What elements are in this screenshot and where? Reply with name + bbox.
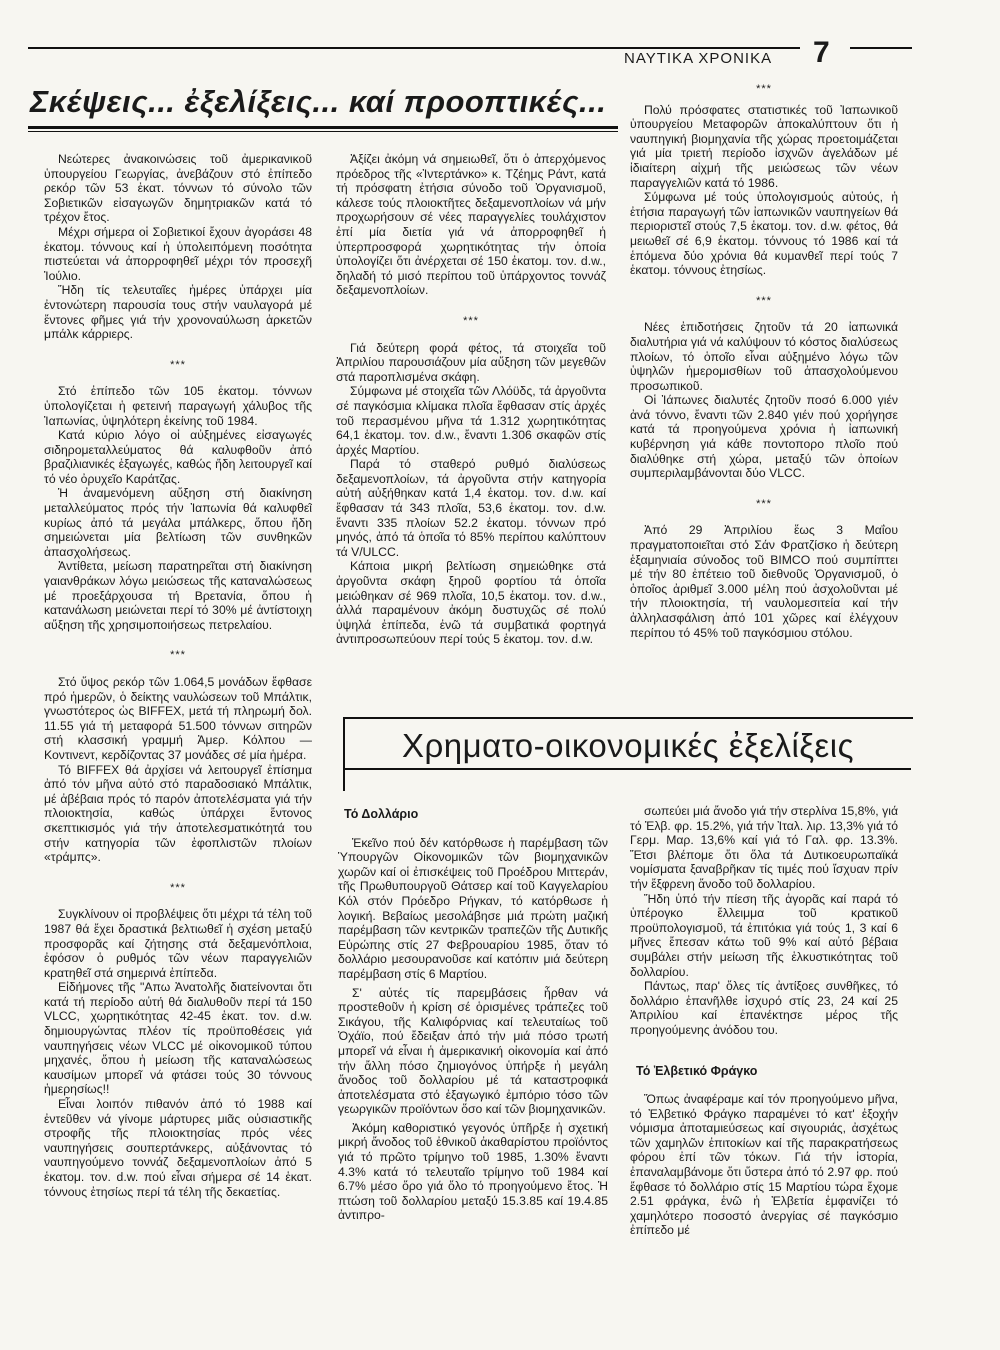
page-number: 7 [813, 36, 830, 69]
article1-headline: Σκέψεις... ἐξελίξεις... καί προοπτικές... [30, 84, 607, 119]
header-rule [28, 47, 800, 49]
paragraph: Εἰδήμονες τῆς "Απω Ἀνατολῆς διατείνονται ὅτι κατά τή περίοδο αὐτή θά διαλυθοῦν περί τά 150 VLCC, χωρητικότητας 42-45 ἑκατ. τον. d.w. δημιουργώντας πλέον τίς προϋποθέσεις γιά ναυπηγήσεις νέων VLCC μέ οἰκονομικοῦ τύπου μηχανές, ὅπου ἡ μείωση τῆς καταναλώσεως καυσίμων μπορεῖ νά φτάσει τούς 30 τόννους ἡμερησίως!! [44, 980, 312, 1097]
paragraph: Στό ὕψος ρεκόρ τῶν 1.064,5 μονάδων ἔφθασε πρό ἡμερῶν, ὁ δείκτης ναυλώσεων τοῦ Μπάλτικ, γνωστότερος ὡς BIFFEX, μετά τή πληρωμή δολ. 11.55 γιά τή μεταφορά 51.500 τόννων σιτηρῶν στή κλασσική γραμμή Ἀμερ. Κόλπου — Κοντινεντ, κερδίζοντας 37 μονάδες σέ μία ἡμέρα. [44, 675, 312, 762]
paragraph: Οἱ Ἰάπωνες διαλυτές ζητοῦν ποσό 6.000 γιέν ἀνά τόννο, ἔναντι τῶν 2.840 γιέν πού χορήγησε κατά τά προηγούμενα χρόνια ἡ ἰαπωνική κυβέρνηση γιά κάθε ποντοπορο πλοῖο πού διαλύθηκε στή χώρα, μεταξύ τῶν ὁποίων συμπεριλαμβάνονται δύο VLCC. [630, 393, 898, 481]
paragraph: Ἤδη ὑπό τήν πίεση τῆς ἀγορᾶς καί παρά τό ὑπέρογκο ἔλλειμμα τοῦ κρατικοῦ προϋπολογισμοῦ, τά ἐπιτόκια γιά τούς 1, 3 καί 6 μῆνες ἔπεσαν κάτω τοῦ 9% καί αὐτό βέβαια συμβάλει στήν μείωση τῆς ἑλκυστικότητας τοῦ δολλαρίου. [630, 891, 898, 979]
journal-name: ΝΑΥΤΙΚΑ ΧΡΟΝΙΚΑ [624, 50, 773, 67]
paragraph: Ἤδη τίς τελευταῖες ἡμέρες ὑπάρχει μία ἐντονώτερη παρουσία τους στήν ναυλαγορά μέ ἔντονες φῆμες γιά τήν χρονοναύλωση ἀρκετῶν μπάλκ κάρριερς. [44, 283, 312, 342]
header-rule-right [850, 47, 912, 49]
paragraph: Τό BIFFEX θά ἀρχίσει νά λειτουργεῖ ἐπίσημα ἀπό τόν μῆνα αὐτό στό παραδοσιακό Μπάλτικ, μέ ἀβέβαια πρός τό παρόν ἀποτελέσματα γιά τήν πλοιοκτησία, καθώς ὑπάρχει ἔντονος σκεπτικισμός γιά τήν ἀποτελεσματικότητά του στήν κατηγορία τῶν ἐφοπλιστῶν πλοίων «τράμπς». [44, 762, 312, 865]
paragraph: Ἀκόμη καθοριστικό γεγονός ὑπῆρξε ἡ σχετική μικρή ἄνοδος τοῦ ἐθνικοῦ ἀκαθαρίστου προϊόντος γιά τό πρῶτο τρίμηνο τοῦ 1985, 1.30% ἔναντι 4.3% κατά τό τελευταῖο τρίμηνο τοῦ 1984 καί 6.7% μέσο ὅρο γιά ὅλο τό προηγούμενο ἔτος. Ἡ πτώση τοῦ δολλαρίου μεταξύ 15.3.85 καί 19.4.85 ἀντιπρο- [338, 1120, 608, 1223]
paragraph: Ἐκεῖνο πού δέν κατόρθωσε ἡ παρέμβαση τῶν Ὑπουργῶν Οἰκονομικῶν τῶν βιομηχανικῶν χωρῶν καί οἱ ἐπισκέψεις τοῦ Προέδρου Μιττεράν, τῆς Πρωθυπουργοῦ Θάτσερ καί τοῦ Καγγελαρίου Κόλ στόν Πρόεδρο Ρήγκαν, τό κατόρθωσε ἡ λογική. Βεβαίως μεσολάβησε μιά πρώτη μαζική παρέμβαση τῶν κεντρικῶν τραπεζῶν τῆς Δυτικῆς Εὐρώπης στίς 27 Φεβρουαρίου 1985, ὅταν τό δολλάριο μεσουρανοῦσε καί κατόπιν μιά δεύτερη παρέμβαση στίς 6 Μαρτίου. [338, 835, 608, 981]
paragraph: Στό ἐπίπεδο τῶν 105 ἑκατομ. τόννων ὑπολογίζεται ἡ φετεινή παραγωγή χάλυβος τῆς Ἰαπωνίας, ὑψηλότερη ἐκείνης τοῦ 1984. [44, 384, 312, 428]
paragraph: Μέχρι σήμερα οἱ Σοβιετικοί ἔχουν ἀγοράσει 48 ἑκατομ. τόννους καί ἡ ὑπολειπόμενη ποσότητα πιστεύεται νά ἀπορροφηθεῖ μέχρι τόν προσεχῆ Ἰούλιο. [44, 224, 312, 283]
section-title-dollar: Τό Δολλάριο [344, 807, 419, 821]
paragraph: Ἀπό 29 Ἀπριλίου ἕως 3 Μαΐου πραγματοποιεῖται στό Σάν Φρατζίσκο ἡ δεύτερη ἑξαμηνιαία σύνοδος τοῦ BIMCO πού συμπίπτει μέ τήν 80 ἐπέτειο τοῦ διεθνοῦς Ὀργανισμοῦ, ὁ ὁποῖος ἀριθμεῖ 3.000 μέλη πού ἀσχολοῦνται μέ τήν πλοιοκτησία, τή ναυλομεσιτεία καί τήν ἀλληλασφάλιση ἀπό 101 χῶρες καί ἐλέγχουν περίπου τό 45% τοῦ παγκόσμιου στόλου. [630, 523, 898, 640]
separator: *** [170, 881, 186, 894]
headline-rule-thin [28, 131, 618, 132]
paragraph: Συγκλίνουν οἱ προβλέψεις ὅτι μέχρι τά τέλη τοῦ 1987 θά ἔχει δραστικά βελτιωθεῖ ἡ σχέση μεταξύ προσφορᾶς καί ζήτησης στά δεξαμενόπλοια, ἐφόσον ὁ ρυθμός τῶν νέων παραγγελιῶν κρατηθεῖ στά σημερινά ἐπίπεδα. [44, 907, 312, 980]
paragraph: Πολύ πρόσφατες στατιστικές τοῦ Ἰαπωνικοῦ ὑπουργείου Μεταφορῶν ἀποκαλύπτουν ὅτι ἡ ναυπηγική βιομηχανία τῆς χώρας προετοιμάζεται γιά μία τριετή περίοδο ἰσχνῶν ἀγελάδων μέ ἰδιαίτερη αἰχμή τῆς μειώσεως τῶν νέων παραγγελιῶν κατά τό 1986. [630, 102, 898, 190]
separator: *** [170, 358, 186, 371]
separator: *** [170, 649, 186, 662]
separator: *** [756, 294, 772, 307]
article1-column-1 [44, 152, 312, 1292]
paragraph: Κάποια μικρή βελτίωση σημειώθηκε στά ἀργοῦντα σκάφη ξηροῦ φορτίου τά ὁποῖα μειώθηκαν σέ 969 πλοῖα, 10,5 ἑκατομ. τον. d.w., ἀλλά παραμένουν ἀκόμη δυστυχῶς σέ πολύ ὑψηλά ἐπίπεδα, ἐνῶ τά συμβατικά φορτηγά ἀντιπροσωπεύουν περί τούς 5 ἑκατομ. τον. d.w. [336, 559, 606, 647]
paragraph: Ἀντίθετα, μείωση παρατηρεῖται στή διακίνηση γαιανθράκων λόγω μειώσεως τῆς καταναλώσεως μέ προεξάρχουσα τή Βρετανία, ὅπου ἡ κατανάλωση μειώνεται περί τό 30% μέ ἀντίστοιχη αὔξηση τῆς χρησιμοποιήσεως πετρελαίου. [44, 559, 312, 632]
paragraph: Σύμφωνα μέ τούς ὑπολογισμούς αὐτούς, ἡ ἐτήσια παραγωγή τῶν ἰαπωνικῶν ναυπηγείων θά περιοριστεῖ στούς 7,5 ἑκατομ. τον. d.w. φέτος, θά μειωθεῖ σέ 6,9 ἑκατομ. τόννους τό 1986 καί τά ἑπόμενα δύο χρόνια θά κυμανθεῖ περί τούς 7 ἑκατομ. τόννους ἐτησίως. [630, 190, 898, 278]
separator: *** [756, 497, 772, 510]
article1-column-3 [630, 82, 898, 708]
paragraph: Ἡ ἀναμενόμενη αὔξηση στή διακίνηση μεταλλεύματος πρός τήν Ἰαπωνία θά καλυφθεῖ κυρίως ἀπό τά μεγάλα μπάλκερς, ὅπου ἤδη σημειώνεται μία βελτίωση τῶν συνθηκῶν ἀπασχολήσεως. [44, 486, 312, 559]
paragraph: Ἀξίζει ἀκόμη νά σημειωθεῖ, ὅτι ὁ ἀπερχόμενος πρόεδρος τῆς «Ἰντερτάνκο» κ. Τζέημς Ράντ, κατά τή πρόσφατη ἐτήσια σύνοδο τοῦ Ὀργανισμοῦ, κάλεσε τούς πλοιοκτῆτες δεξαμενοπλοίων νά μήν προχωρήσουν σέ νέες παραγγελίες τουλάχιστον ἐπί μία διετία γιά νά ἀπορροφηθεῖ ἡ ὑπερπροσφορά χωρητικότητας τήν ὁποία ὑπολογίζει ὅτι ἀνέρχεται σέ 150 ἑκατομ. τον. d.w., δηλαδή τό μισό περίπου τοῦ ὑπάρχοντος τοννάζ δεξαμενοπλοίων. [336, 152, 606, 298]
paragraph: Σύμφωνα μέ στοιχεῖα τῶν Λλόϋδς, τά ἀργοῦντα σέ παγκόσμια κλίμακα πλοῖα ἔφθασαν στίς ἀρχές τοῦ περασμένου μῆνα τά 1.312 χωρητικότητας 64,1 ἑκατομ. τον. d.w., ἔναντι 1.306 σκαφῶν στίς ἀρχές Μαρτίου. [336, 384, 606, 457]
paragraph: Γιά δεύτερη φορά φέτος, τά στοιχεῖα τοῦ Ἀπριλίου παρουσιάζουν μία αὔξηση τῶν μεγεθῶν στά παροπλισμένα σκάφη. [336, 340, 606, 384]
paragraph: Ὅπως ἀναφέραμε καί τόν προηγούμενο μῆνα, τό Ἐλβετικό Φράγκο παραμένει τό κατ' ἐξοχήν νόμισμα ἀποταμιεύσεως καί σιγουριάς, ἀσχέτως τῶν χαμηλῶν ἐπιτοκίων καί τῆς παρακρατήσεως φόρου ἐπί τῶν τόκων. Γιά τήν ἱστορία, ἐπαναλαμβάνομε ὅτι ὕστερα ἀπό τό 2.97 φρ. πού ἔφθασε τό δολλάριο στίς 15 Μαρτίου τώρα ἔχομε 2.51 φράγκα, ἐνῶ ἡ Ἐλβετία ἐμφανίζει τό χαμηλότερο ποσοστό ἀνεργίας σέ παγκόσμιο ἐπίπεδο μέ [630, 1092, 898, 1238]
article2-headline: Χρηματο-οικονομικές ἐξελίξεις [402, 727, 855, 764]
separator: *** [463, 314, 479, 327]
paragraph: Παρά τό σταθερό ρυθμό διαλύσεως δεξαμενοπλοίων, τά ἀργοῦντα στήν κατηγορία αὐτή αὐξήθηκαν κατά 1,4 ἑκατομ. τον. d.w. καί ἔφθασαν τά 343 πλοῖα, 53,6 ἑκατομ. τον. d.w. ἔναντι 335 πλοίων 52.2 ἑκατομ. τόννων πρό μηνός, ἀπό τά ὁποῖα τό 85% περίπου καλύπτουν τά V/ULCC. [336, 457, 606, 559]
article2-column-1 [338, 801, 608, 1291]
article1-column-2 [336, 152, 606, 708]
paragraph: Νέες ἐπιδοτήσεις ζητοῦν τά 20 ἰαπωνικά διαλυτήρια γιά νά καλύψουν τό κόστος διαλύσεως πλοίων, τό ὁποῖο εἶναι αὐξημένο λόγω τῶν ὑψηλῶν ἡμερομισθίων τοῦ ἀπασχολούμενου προσωπικοῦ. [630, 320, 898, 393]
headline-rule [28, 126, 618, 129]
paragraph: Σ' αὐτές τίς παρεμβάσεις ἦρθαν νά προστεθοῦν ἡ κρίση σέ ὁρισμένες τράπεζες τοῦ Σικάγου, τῆς Καλιφόρνιας καί τελευταίως τοῦ Ὀχάϊο, πού ἔδειξαν ἀπό τήν μιά πόσο τρωτή μπορεῖ νά εἶναι ἡ ἀμερικανική οἰκονομία καί ἀπό τήν ἄλλη πόσο ζημιογόνος ὑπήρξε ἡ μεγάλη ἄνοδος τοῦ δολλαρίου μέ τά καταστροφικά ἀποτελέσματα στό ἐξαγωγικό ἐμπόριο τόσο τῶν γεωργικῶν προϊόντων ὅσο καί τῶν βιομηχανικῶν. [338, 985, 608, 1117]
paragraph: Κατά κύριο λόγο οἱ αὐξημένες εἰσαγωγές σιδηρομεταλλεύματος θά καλυφθοῦν ἀπό βραζιλιανικές ἐξαγωγές, καθώς ἤδη λειτουργεῖ καί τό νέο ὀρυχεῖο Καράτζας. [44, 428, 312, 486]
section-title-swiss-franc: Τό Ἐλβετικό Φράγκο [636, 1063, 758, 1078]
article2-title-rule [343, 768, 911, 770]
article2-column-2 [630, 804, 898, 1294]
paragraph: σωπεύει μιά ἄνοδο γιά τήν στερλίνα 15,8%, γιά τό Ἐλβ. φρ. 15.2%, γιά τήν Ἰταλ. λιρ. 13,3% γιά τό Γερμ. Μαρ. 13,6% καί γιά τό Γαλ. φρ. 13.3%. Ἔτσι βλέπομε ὅτι ὅλα τά Δυτικοευρωπαϊκά νομίσματα ξαναβρῆκαν τίς τιμές πού ἴσχυαν πρίν τήν ἔξφρενη ἄνοδο τοῦ δολλαρίου. [630, 804, 898, 891]
paragraph: Εἶναι λοιπόν πιθανόν ἀπό τό 1988 καί ἐντεῦθεν νά γίνομε μάρτυρες μιᾶς οὐσιαστικῆς στροφῆς τῆς πλοιοκτησίας πρός νέες ναυπηγήσεις σουπερτάνκερς, αὐξάνοντας τό ναυπηγούμενο τοννάζ δεξαμενοπλοίων ἀπό 5 ἑκατομ. τον. d.w. πού εἶναι σήμερα σέ 14 ἑκατ. τόννους ἐτησίως περί τά τέλη τῆς δεκαετίας. [44, 1097, 312, 1199]
paragraph: Πάντως, παρ' ὅλες τίς ἀντίξοες συνθῆκες, τό δολλάριο ἐπανῆλθε ἰσχυρό στίς 23, 24 καί 25 Ἀπριλίου καί ἐπανέκτησε μέρος τῆς προηγούμενης ἀνόδου του. [630, 979, 898, 1037]
paragraph: Νεώτερες ἀνακοινώσεις τοῦ ἀμερικανικοῦ ὑπουργείου Γεωργίας, ἀνεβάζουν στό ἐπίπεδο ρεκόρ τῶν 53 ἑκατ. τόννων τό σύνολο τῶν Σοβιετικῶν εἰσαγωγῶν δημητριακῶν κατά τό τρέχον ἔτος. [44, 152, 312, 225]
separator: *** [756, 83, 772, 95]
